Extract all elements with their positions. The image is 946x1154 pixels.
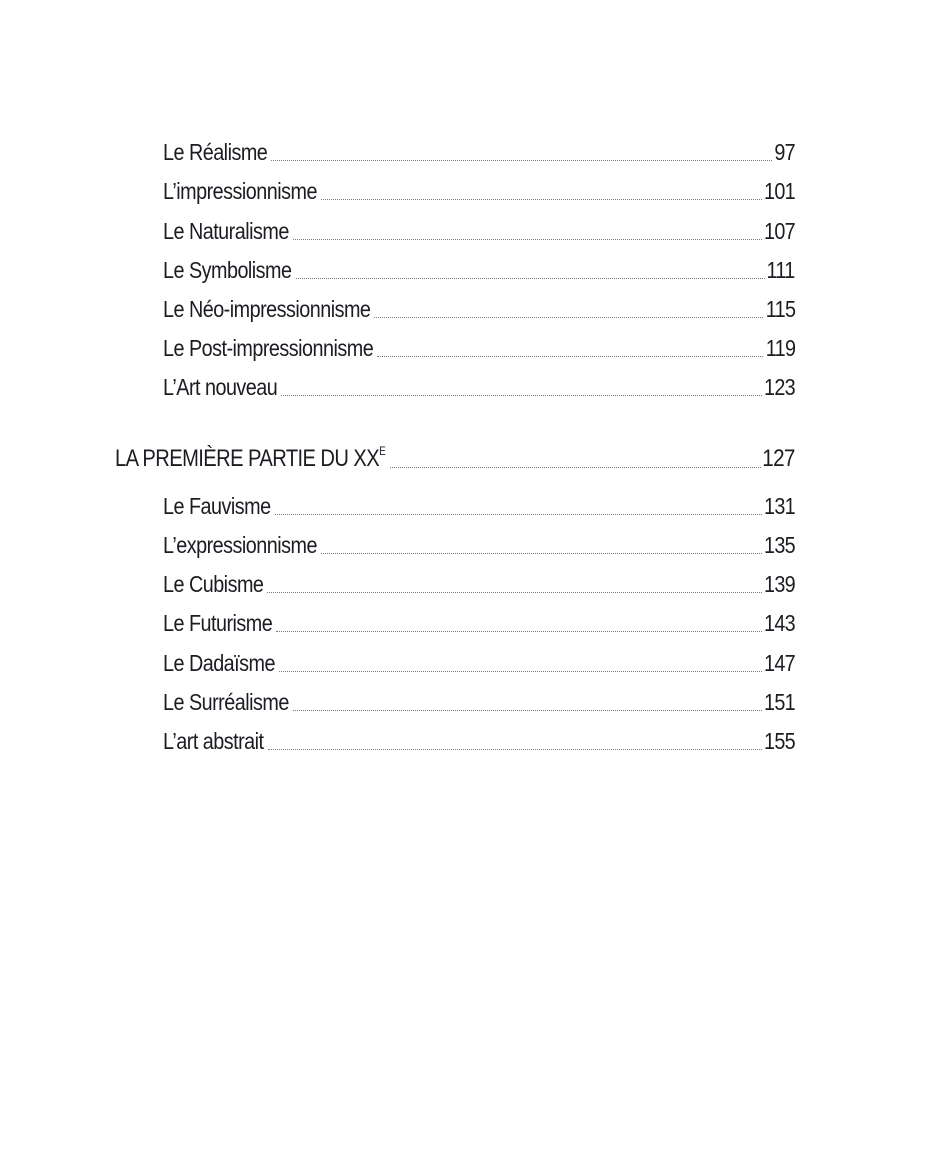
- toc-entry-title: Le Naturalisme: [163, 218, 289, 244]
- toc-entry-art-nouveau[interactable]: [163, 370, 795, 400]
- toc-entry-page: 107: [764, 218, 795, 244]
- dot-leader: [293, 709, 762, 711]
- toc-entry-title: Le Fauvisme: [163, 493, 271, 519]
- dot-leader: [267, 591, 762, 593]
- toc-part-heading[interactable]: [115, 442, 795, 472]
- toc-entry-page: 131: [764, 493, 795, 519]
- toc-entry-page: 115: [765, 296, 795, 322]
- toc-entry-page: 101: [764, 178, 795, 204]
- toc-entry-page: 119: [765, 335, 795, 361]
- toc-entry-title: L’Art nouveau: [163, 374, 278, 400]
- toc-entry-symbolisme[interactable]: [163, 253, 795, 283]
- toc-part-title-text: LA PREMIÈRE PARTIE DU XX: [115, 445, 380, 472]
- dot-leader: [321, 552, 762, 554]
- toc-entry-page: 155: [764, 728, 795, 754]
- toc-entry-title: L’expressionnisme: [163, 532, 317, 558]
- toc-entry-dadaisme[interactable]: [163, 646, 795, 676]
- toc-entry-cubisme[interactable]: [163, 567, 795, 597]
- toc-entry-page: 111: [766, 257, 795, 283]
- dot-leader: [275, 513, 762, 515]
- toc-entry-futurisme[interactable]: [163, 606, 795, 636]
- toc-entry-page: 97: [774, 139, 795, 165]
- toc-entry-title: Le Réalisme: [163, 139, 268, 165]
- dot-leader: [321, 198, 762, 200]
- toc-entry-impressionnisme[interactable]: [163, 174, 795, 204]
- toc-entry-post-impressionnisme[interactable]: [163, 331, 795, 361]
- toc-entry-surrealisme[interactable]: [163, 685, 795, 715]
- toc-entry-title: Le Cubisme: [163, 571, 264, 597]
- toc-entry-page: 123: [764, 374, 795, 400]
- toc-entry-title: Le Néo-impressionnisme: [163, 296, 371, 322]
- dot-leader: [271, 159, 772, 161]
- toc-entry-title: Le Futurisme: [163, 610, 273, 636]
- dot-leader: [293, 238, 762, 240]
- dot-leader: [377, 355, 763, 357]
- toc-entry-page: 143: [764, 610, 795, 636]
- toc-entry-title: Le Post-impressionnisme: [163, 335, 374, 361]
- dot-leader: [374, 316, 763, 318]
- toc-entry-page: 151: [764, 689, 795, 715]
- dot-leader: [268, 748, 763, 750]
- toc-entry-title: Le Symbolisme: [163, 257, 292, 283]
- dot-leader: [281, 394, 762, 396]
- toc-entry-naturalisme[interactable]: [163, 214, 795, 244]
- dot-leader: [276, 630, 762, 632]
- dot-leader: [279, 670, 762, 672]
- toc-entry-expressionnisme[interactable]: [163, 528, 795, 558]
- dot-leader: [296, 277, 765, 279]
- toc-entry-art-abstrait[interactable]: [163, 724, 795, 754]
- toc-entry-page: 135: [764, 532, 795, 558]
- toc-entry-title: L’impressionnisme: [163, 178, 317, 204]
- toc-entry-title: L’art abstrait: [163, 728, 264, 754]
- toc-part-title-superscript: E: [379, 444, 386, 458]
- toc-entry-title: Le Dadaïsme: [163, 650, 275, 676]
- toc-entry-fauvisme[interactable]: [163, 489, 795, 519]
- toc-part-title: [115, 438, 386, 472]
- toc-entry-title: Le Surréalisme: [163, 689, 289, 715]
- toc-part-page: 127: [762, 445, 795, 472]
- toc-entry-neo-impressionnisme[interactable]: [163, 292, 795, 322]
- dot-leader: [390, 466, 761, 468]
- toc-entry-realisme[interactable]: [163, 135, 795, 165]
- toc-entry-page: 147: [764, 650, 795, 676]
- toc-entry-page: 139: [764, 571, 795, 597]
